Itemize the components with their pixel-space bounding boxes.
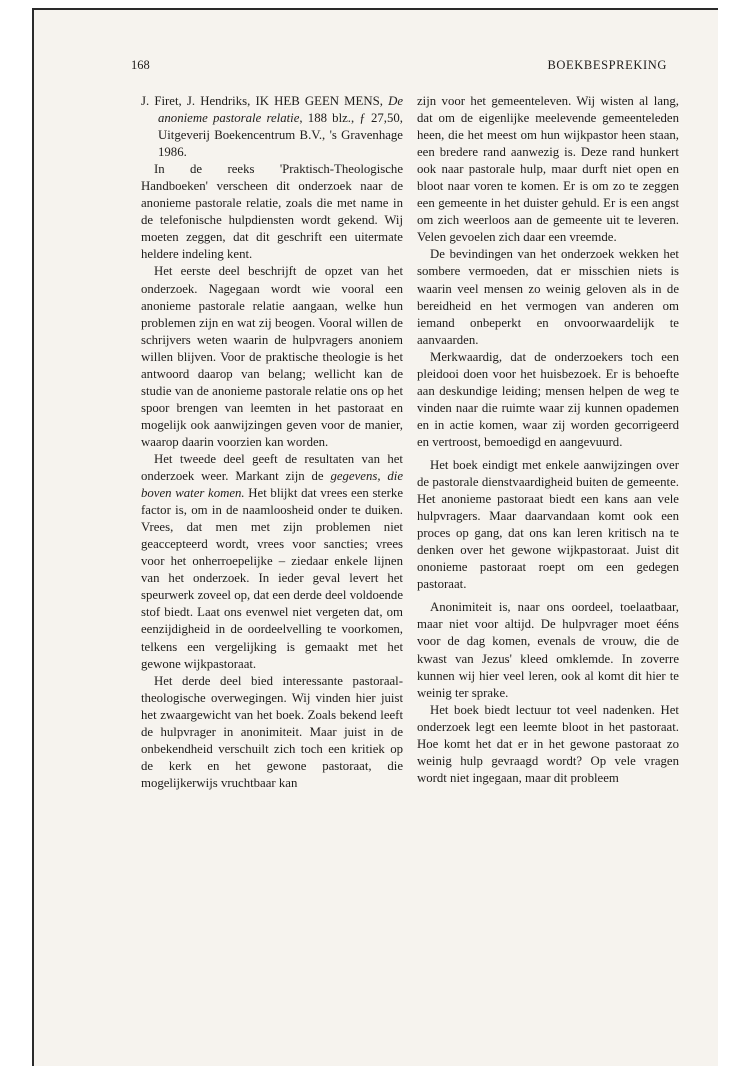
paragraph-emphasis: gegevens, die boven water komen.: [141, 469, 403, 501]
paragraph: Het derde deel bied interessante pastoraal-theologische overwegingen. Wij vinden hier juist het zwaargewicht van het boek. Zoals bekend leeft de hulpvrager in anonimiteit. Maar juist in de onbekendheid verschuilt zich toch een kritiek op de kerk en het gewone pastoraat, die mogelijkerwijs vruchtbaar kan: [141, 673, 403, 790]
paragraph: In de reeks 'Praktisch-Theologische Handboeken' verscheen dit onderzoek naar de anonieme pastorale relatie, zoals die met name in de telefonische hulpdiensten wordt gekend. Wij moeten zeggen, dat dit geschrift een uitermate heldere indeling kent.: [141, 162, 403, 262]
paragraph: Het boek eindigt met enkele aanwijzingen over de pastorale dienstvaardigheid buiten de gemeente. Het anonieme pastoraat biedt een kans aan vele hulpvragers. Maar daarvandaan komt ook een proces op gang, dat ons kan leren kritisch na te denken over het gewone wijkpastoraat. Juist dit ononieme pastoraat roept om een gedegen pastoraat.: [417, 457, 679, 592]
page-number: 168: [131, 58, 150, 72]
paragraph: Merkwaardig, dat de onderzoekers toch een pleidooi doen voor het huisbezoek. Er is behoefte aan deskundige leiding; mensen helpen de weg te vinden naar die ruimte waar zij kunnen opademen en in actie komen, waar zij worden gecorrigeerd en vertroost, bemoedigd en aangevuurd.: [417, 349, 679, 449]
paragraph: zijn voor het gemeenteleven. Wij wisten al lang, dat om de eigenlijke meelevende gemeenteleden heen, die het meest om hun wijkpastor heen staan, een bredere rand aanwezig is. Deze rand hunkert ook naar pastorale hulp, maar durft niet open en bloot naar voren te komen. Er is om zo te zeggen een gemeente in het duister gehuld. Er is een angst om zich weerloos aan de gemeente uit te leveren. Velen gevoelen zich daar een vreemde.: [417, 94, 679, 245]
running-header: BOEKBESPREKING: [547, 58, 667, 72]
bib-subtitle: De anonieme pastorale relatie: [158, 94, 403, 126]
paragraph: [141, 451, 403, 673]
bib-details: , 188 blz., ƒ 27,50, Uitgeverij Boekencentrum B.V., 's Gravenhage 1986.: [158, 111, 403, 160]
paragraph: Het eerste deel beschrijft de opzet van het onderzoek. Nagegaan wordt wie vooral een anonieme pastorale relatie aangaan, welke hun problemen zijn en wat zij beogen. Vooral willen de schrijvers weten waarin de hulpvragers anoniem willen blijven. Voor de praktische theologie is het antwoord daarop van belang; wellicht kan de studie van de anonieme pastorale relatie ons op het spoor brengen van leemten in het pastoraat en mogelijk ook aanwijzingen geven voor de manier, waarop daarin voorzien kan worden.: [141, 264, 403, 449]
paragraph: Anonimiteit is, naar ons oordeel, toelaatbaar, maar niet voor altijd. De hulpvrager moet ééns voor de dag komen, evenals de vrouw, die de kwast van Jezus' kleed omklemde. In zoverre kunnen wij hier veel leren, ook al komt dit hier te weinig ter sprake.: [417, 600, 679, 700]
paragraph-text: Het tweede deel geeft de resultaten van het onderzoek weer. Markant zijn de: [141, 451, 403, 484]
right-column: [417, 93, 679, 787]
bib-authors: J. Firet, J. Hendriks, IK HEB GEEN MENS,: [141, 94, 389, 108]
left-column: [141, 93, 403, 792]
paragraph: Het boek biedt lectuur tot veel nadenken. Het onderzoek legt een leemte bloot in het pastoraat. Hoe komt het dat er in het gewone pastoraat zo weinig hulp gevraagd wordt? Op vele vragen wordt niet ingegaan, maar dit probleem: [417, 702, 679, 785]
paragraph: De bevindingen van het onderzoek wekken het sombere vermoeden, dat er misschien niets is waarin veel mensen zo weinig geloven als in de bereidheid en het vermogen van anderen om iemand onbeperkt en onvoorwaardelijk te aanvaarden.: [417, 247, 679, 347]
bibliographic-entry: [141, 93, 403, 161]
paragraph-text: Het blijkt dat vrees een sterke factor is, om in de naamloosheid onder te duiken. Vrees, dat men met zijn problemen niet geaccepteerd wordt, vrees voor sancties; vrees voor het onherroepelijke – ziedaar enkele lijnen van het onderzoek. In ieder geval levert het speurwerk zoveel op, dat een derde deel voldoende stof biedt. Laat ons evenwel niet vergeten dat, om eenzijdigheid in de oordeelvelling te voorkomen, telkens een vergelijking is gemaakt met het gewone wijkpastoraat.: [141, 486, 404, 671]
